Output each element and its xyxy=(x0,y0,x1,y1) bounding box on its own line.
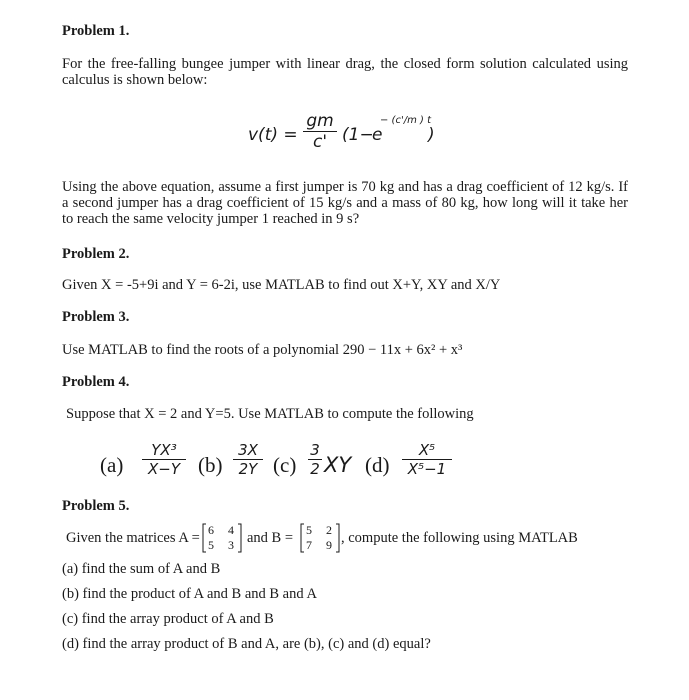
matrix-a-12: 4 xyxy=(228,523,234,537)
problem-5-item-b: (b) find the product of A and B and B and A xyxy=(62,586,317,602)
part-c-denominator: 2 xyxy=(308,459,322,478)
problem-5-given-prefix: Given the matrices A = xyxy=(66,530,200,546)
part-c-suffix: XY xyxy=(324,453,352,477)
part-d-denominator: X⁵−1 xyxy=(402,459,452,478)
part-c-fraction xyxy=(308,441,322,478)
problem-4-heading: Problem 4. xyxy=(62,374,130,390)
formula-denominator: c' xyxy=(303,131,337,152)
problem-1-heading: Problem 1. xyxy=(62,23,130,39)
problem-3-heading: Problem 3. xyxy=(62,309,130,325)
formula-exponent: − (c'/m ) t xyxy=(380,115,431,126)
problem-3-text: Use MATLAB to find the roots of a polynomial xyxy=(62,342,343,358)
part-a-numerator: YX³ xyxy=(151,441,177,459)
formula-base: e xyxy=(372,125,383,145)
matrix-a-21: 5 xyxy=(208,538,214,552)
problem-5-item-a: (a) find the sum of A and B xyxy=(62,561,221,577)
part-b-fraction xyxy=(233,441,263,478)
formula-fraction xyxy=(303,111,337,152)
problem-4-body: Suppose that X = 2 and Y=5. Use MATLAB to compute the following xyxy=(66,406,474,422)
part-a-label: (a) xyxy=(100,453,124,477)
matrix-b-21: 7 xyxy=(306,538,312,552)
matrix-b xyxy=(299,522,341,554)
matrix-a xyxy=(201,522,243,554)
formula-close: ) xyxy=(428,125,435,145)
formula-lhs: v(t) = xyxy=(248,125,298,145)
problem-5-given-suffix: , compute the following using MATLAB xyxy=(341,530,578,546)
part-a-denominator: X−Y xyxy=(142,459,186,478)
part-b-denominator: 2Y xyxy=(233,459,263,478)
problem-5-item-c: (c) find the array product of A and B xyxy=(62,611,274,627)
part-a-fraction xyxy=(142,441,186,478)
matrix-b-12: 2 xyxy=(326,523,332,537)
part-d-label: (d) xyxy=(365,453,390,477)
formula-open: (1− xyxy=(342,125,374,145)
part-d-numerator: X⁵ xyxy=(418,441,436,459)
part-c-label: (c) xyxy=(273,453,297,477)
problem-5-item-d: (d) find the array product of B and A, are (b), (c) and (d) equal? xyxy=(62,636,431,652)
matrix-a-22: 3 xyxy=(228,538,234,552)
part-d-fraction xyxy=(402,441,452,478)
problem-1-body: Using the above equation, assume a first jumper is 70 kg and has a drag coefficient of 12 kg/s. If a second jumper has a drag coefficient of 15 kg/s and a mass of 80 kg, how long will it take her to reach the same velocity jumper 1 reached in 9 s? xyxy=(62,179,628,227)
problem-1-intro: For the free-falling bungee jumper with linear drag, the closed form solution calculated using calculus is shown below: xyxy=(62,56,628,88)
problem-2-body: Given X = -5+9i and Y = 6-2i, use MATLAB to find out X+Y, XY and X/Y xyxy=(62,277,501,293)
problem-2-heading: Problem 2. xyxy=(62,246,130,262)
problem-5-heading: Problem 5. xyxy=(62,498,130,514)
polynomial: 290 − 11x + 6x² + x³ xyxy=(342,342,463,358)
part-c-numerator: 3 xyxy=(310,441,320,459)
expressions-row xyxy=(100,437,460,493)
part-b-label: (b) xyxy=(198,453,223,477)
matrix-b-11: 5 xyxy=(306,523,312,537)
problem-3-body xyxy=(62,342,462,358)
problem-5-and-b: and B = xyxy=(247,530,294,546)
formula-numerator: gm xyxy=(306,111,334,131)
part-b-numerator: 3X xyxy=(238,441,258,459)
matrix-a-11: 6 xyxy=(208,523,214,537)
matrix-b-22: 9 xyxy=(326,538,332,552)
